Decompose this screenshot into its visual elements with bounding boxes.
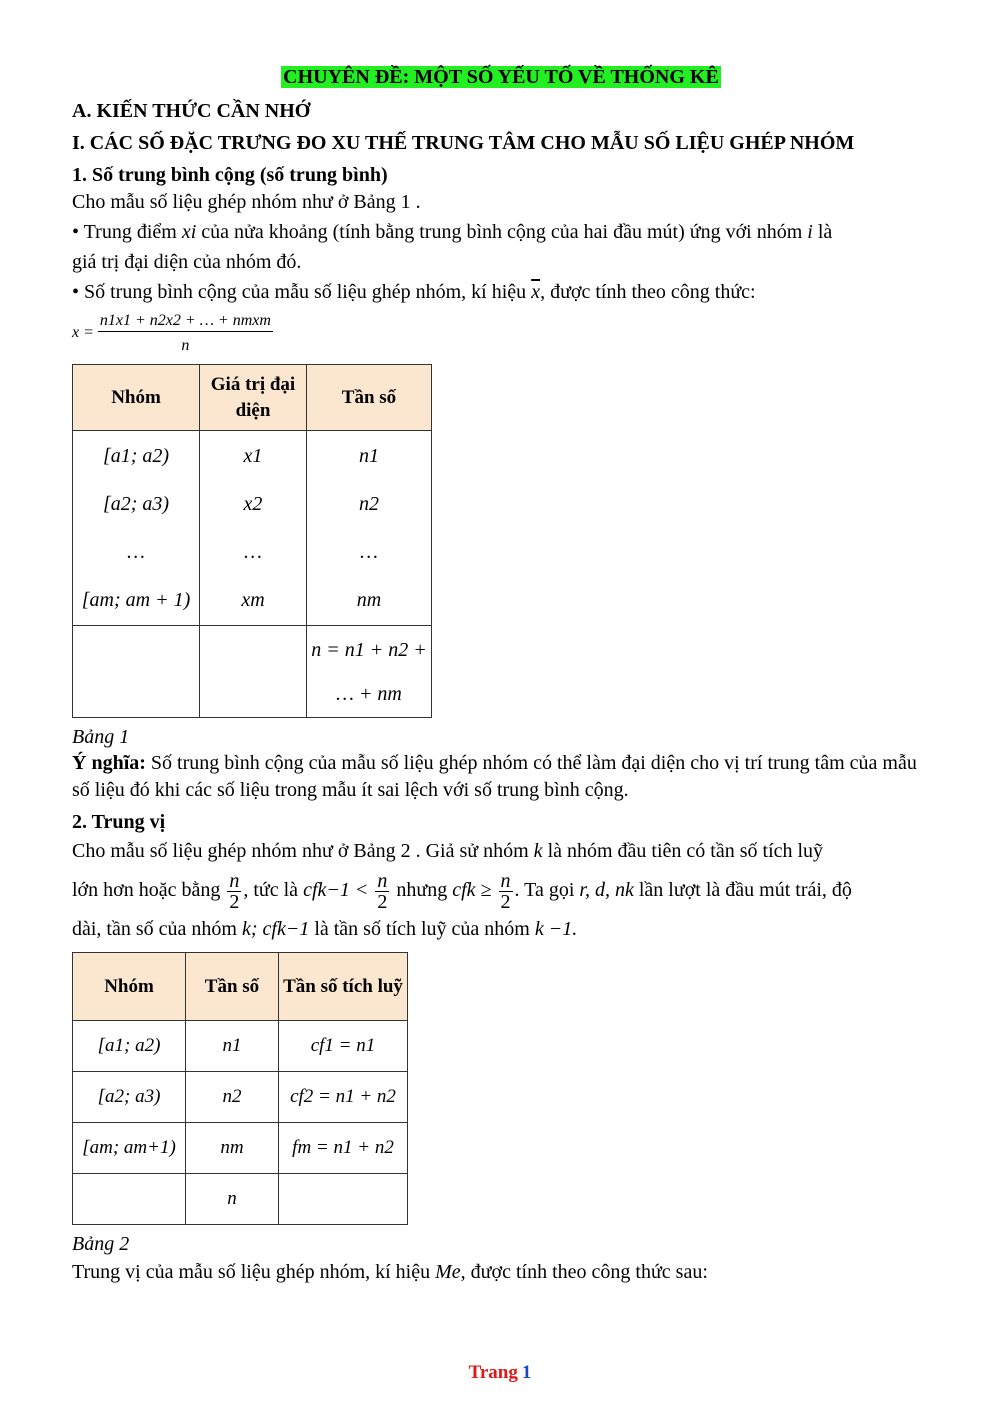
paragraph: dài, tần số của nhóm k; cfk−1 là tần số tích luỹ của nhóm k −1. [72, 918, 578, 940]
math-var: $\overline{x}$ [531, 281, 541, 303]
paragraph: Cho mẫu số liệu ghép nhóm như ở Bảng 2 . Giả sử nhóm k là nhóm đầu tiên có tần số tích luỹ [72, 840, 824, 862]
paragraph: giá trị đại diện của nhóm đó. [72, 251, 302, 273]
bullet-midpoint: • Trung điểm xi của nửa khoảng (tính bằng trung bình cộng của hai đầu mút) ứng với nhóm i là [72, 221, 833, 243]
table-1 [72, 364, 432, 718]
table-row: [am; am+1) nm fm = n1 + n2 [73, 1123, 408, 1174]
table-2-caption: Bảng 2 [72, 1233, 130, 1255]
table-cell [73, 626, 200, 718]
bullet-mean: • Số trung bình cộng của mẫu số liệu ghép nhóm, kí hiệu $\overline{x}$, được tính theo công thức: [72, 281, 756, 303]
subsection-1-heading: 1. Số trung bình cộng (số trung bình) [72, 164, 388, 186]
section-i-heading: I. CÁC SỐ ĐẶC TRƯNG ĐO XU THẾ TRUNG TÂM CHO MẪU SỐ LIỆU GHÉP NHÓM [72, 132, 855, 154]
meaning-paragraph: Ý nghĩa: Số trung bình cộng của mẫu số liệu ghép nhóm có thể làm đại diện cho vị trí trung tâm của mẫu số liệu đó khi các số liệu trong mẫu ít sai lệch với số trung bình cộng. [72, 752, 917, 801]
table-header: Nhóm [73, 953, 186, 1021]
table-row: [a1; a2) n1 cf1 = n1 [73, 1021, 408, 1072]
document-page [72, 66, 930, 1287]
paragraph: lớn hơn hoặc bằng $\frac{n}{2}$ , tức là cfk−1 < $\frac{n}{2}$ nhưng cfk ≥ $\frac{n}{2}$ . Ta gọi r, d, nk lần lượt là đầu mút trái, độ [72, 869, 852, 913]
table-total-cell: n = n1 + n2 + … + nm [307, 626, 432, 718]
table-cell: x1 x2 … xm [200, 431, 307, 626]
fraction: $\frac{n}{2}$ [377, 869, 388, 913]
table-2 [72, 952, 408, 1225]
page-footer: Trang 1 [468, 1362, 532, 1383]
paragraph: Trung vị của mẫu số liệu ghép nhóm, kí hiệu Me, được tính theo công thức sau: [72, 1261, 708, 1283]
fraction: $\frac{n}{2}$ [229, 869, 240, 913]
table-1-caption: Bảng 1 [72, 726, 130, 748]
table-header: Tần số [186, 953, 279, 1021]
fraction: $\frac{n}{2}$ [500, 869, 511, 913]
subsection-2-heading: 2. Trung vị [72, 811, 166, 833]
table-cell: n1 n2 … nm [307, 431, 432, 626]
page-title: CHUYÊN ĐỀ: MỘT SỐ YẾU TỐ VỀ THỐNG KÊ [283, 66, 719, 88]
section-a-heading: A. KIẾN THỨC CẦN NHỚ [72, 100, 311, 122]
table-header: Tần số tích luỹ [279, 953, 408, 1021]
table-cell [200, 626, 307, 718]
table-row: [a2; a3) n2 cf2 = n1 + n2 [73, 1072, 408, 1123]
table-header: Giá trị đại diện [200, 365, 307, 431]
table-row: n [73, 1174, 408, 1225]
math-var: xi [181, 221, 197, 243]
math-var: i [807, 221, 813, 243]
paragraph: Cho mẫu số liệu ghép nhóm như ở Bảng 1 . [72, 191, 421, 213]
table-header: Nhóm [73, 365, 200, 431]
table-header: Tần số [307, 365, 432, 431]
table-cell: [a1; a2) [a2; a3) … [am; am + 1) [73, 431, 200, 626]
mean-formula: x = $\frac{\text{n1x1 + n2x2 + … + nmxm}}{n}$ [72, 312, 271, 354]
